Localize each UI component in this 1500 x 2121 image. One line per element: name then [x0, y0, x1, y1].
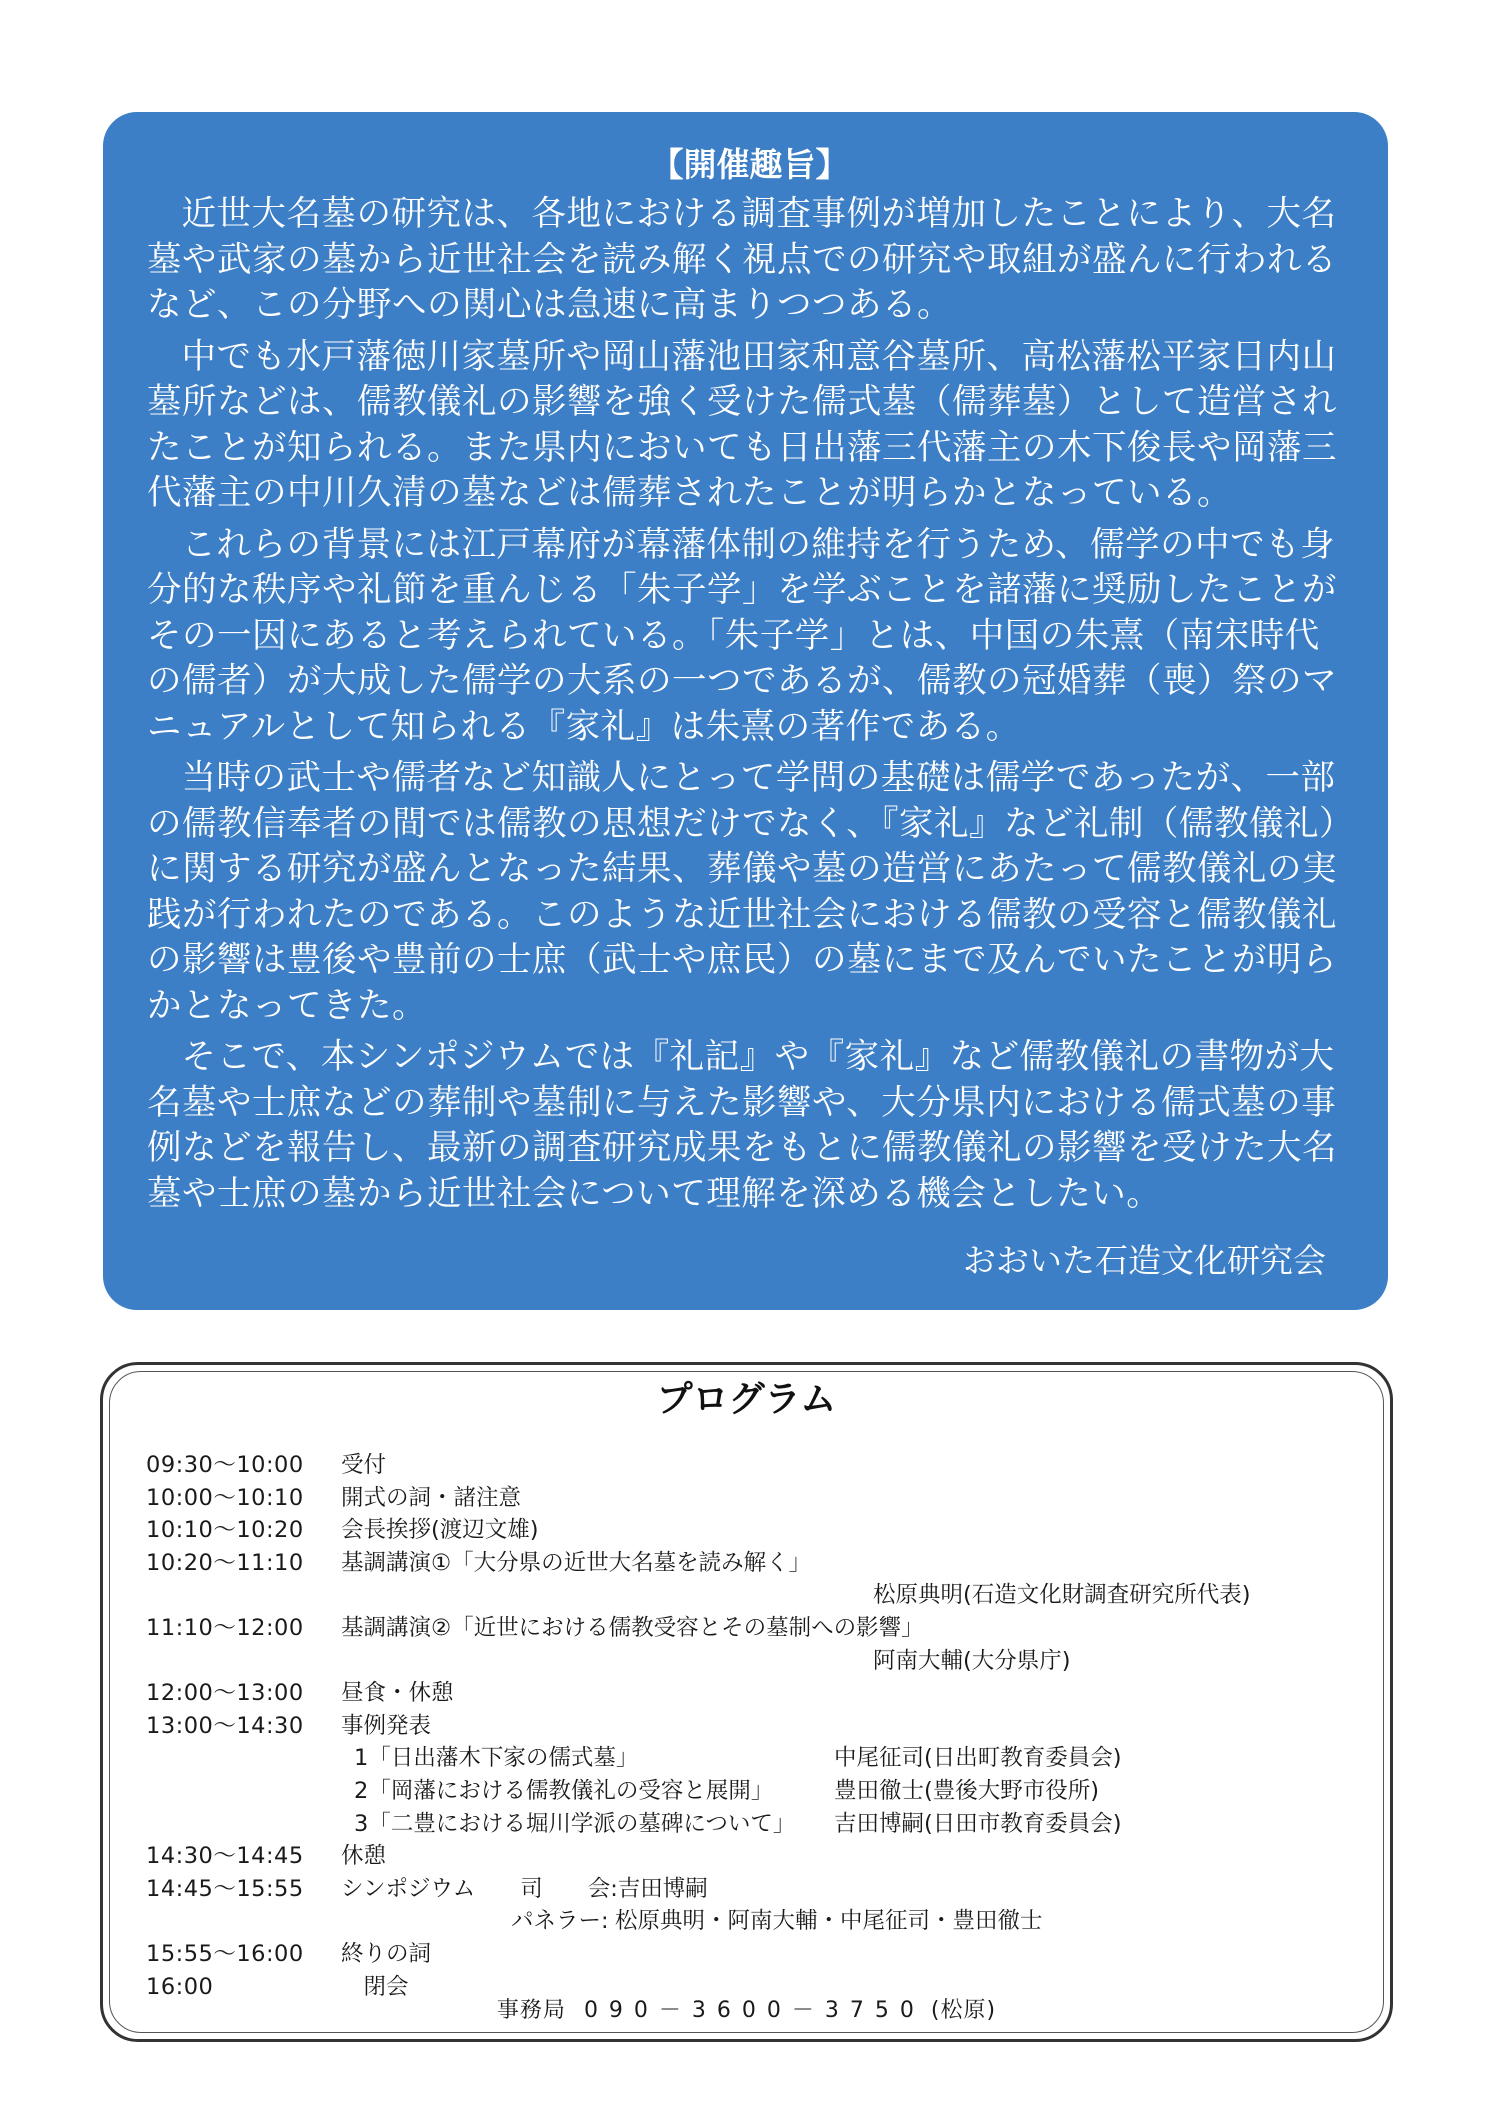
schedule-time: 11:10～12:00	[146, 1614, 304, 1641]
schedule-item: 事例発表	[341, 1712, 432, 1739]
schedule-row	[146, 1612, 1370, 1645]
schedule-time: 09:30～10:00	[146, 1452, 304, 1478]
schedule-time: 10:20～11:10	[146, 1549, 304, 1576]
office-label: 事務局	[496, 1998, 566, 2023]
schedule-item: 受付	[341, 1452, 387, 1478]
case-title: 2「岡藩における儒教儀礼の受容と展開」	[354, 1777, 774, 1804]
purpose-paragraph-1: 近世大名墓の研究は、各地における調査事例が増加したことにより、大名墓や武家の墓から近世社会を読み解く視点での研究や取組が盛んに行われるなど、この分野への関心は急速に高まりつつある。	[147, 194, 1337, 325]
schedule-item: 基調講演②「近世における儒教受容とその墓制への影響」	[341, 1614, 924, 1641]
schedule-item: 終りの詞	[341, 1940, 432, 1967]
schedule-time: 10:00～10:10	[146, 1484, 304, 1511]
case-title: 1「日出藩木下家の儒式墓」	[354, 1745, 639, 1772]
organizer-name: おおいた石造文化研究会	[963, 1241, 1326, 1280]
keynote-speaker-1: 松原典明(石造文化財調査研究所代表)	[873, 1582, 1251, 1609]
case-presenter: 中尾征司(日出町教育委員会)	[834, 1745, 1122, 1772]
schedule-time: 12:00～13:00	[146, 1680, 304, 1707]
case-title: 3「二豊における堀川学派の墓碑について」	[354, 1810, 796, 1837]
office-phone: 090－3600－3750	[583, 1998, 925, 2023]
schedule-row	[146, 1449, 1370, 1482]
schedule-row	[146, 1840, 1370, 1873]
schedule-item: 基調講演①「大分県の近世大名墓を読み解く」	[341, 1549, 812, 1576]
schedule-time: 14:45～15:55	[146, 1875, 304, 1902]
schedule-row	[146, 1710, 1370, 1743]
schedule-time: 10:10～10:20	[146, 1517, 304, 1544]
schedule-row	[146, 1938, 1370, 1971]
panelist-names: 松原典明・阿南大輔・中尾征司・豊田徹士	[615, 1908, 1043, 1935]
schedule-row	[146, 1547, 1370, 1580]
keynote-speaker-2: 阿南大輔(大分県庁)	[873, 1647, 1071, 1674]
schedule-item: 閉会	[341, 1973, 409, 2000]
schedule-time: 15:55～16:00	[146, 1940, 304, 1967]
schedule-time: 16:00	[146, 1973, 214, 2000]
case-presenter: 吉田博嗣(日田市教育委員会)	[834, 1810, 1122, 1837]
schedule-item: 休憩	[341, 1843, 387, 1870]
purpose-paragraph-4: 当時の武士や儒者など知識人にとって学問の基礎は儒学であったが、一部の儒教信奉者の間では儒教の思想だけでなく、『家礼』など礼制（儒教儀礼）に関する研究が盛んとなった結果、葬儀や墓の造営にあたって儒教儀礼の実践が行われたのである。このような近世社会における儒教の受容と儒教儀礼の影響は豊後や豊前の士庶（武士や庶民）の墓にまで及んでいたことが明らかとなってきた。	[147, 758, 1337, 1026]
schedule-time: 13:00～14:30	[146, 1712, 304, 1739]
purpose-section	[103, 112, 1388, 1310]
schedule-item: 昼食・休憩	[341, 1680, 454, 1707]
office-contact	[103, 1993, 1390, 2024]
purpose-paragraph-5: そこで、本シンポジウムでは『礼記』や『家礼』など儒教儀礼の書物が大名墓や士庶などの葬制や墓制に与えた影響や、大分県内における儒式墓の事例などを報告し、最新の調査研究成果をもとに儒教儀礼の影響を受けた大名墓や士庶の墓から近世社会について理解を深める機会としたい。	[147, 1037, 1337, 1214]
schedule-item: 開式の詞・諸注意	[341, 1484, 522, 1511]
case-presentation-row	[146, 1775, 1370, 1808]
case-presentation-row	[146, 1808, 1370, 1841]
office-contact-person: (松原)	[930, 1998, 997, 2023]
schedule-item: シンポジウム 司 会:吉田博嗣	[341, 1875, 708, 1902]
schedule-row	[146, 1971, 1370, 2004]
schedule-row	[146, 1677, 1370, 1710]
schedule-row	[146, 1514, 1370, 1547]
purpose-paragraph-2: 中でも水戸藩徳川家墓所や岡山藩池田家和意谷墓所、高松藩松平家日内山墓所などは、儒教儀礼の影響を強く受けた儒式墓（儒葬墓）として造営されたことが知られる。また県内においても日出藩三代藩主の木下俊長や岡藩三代藩主の中川久清の墓などは儒葬されたことが明らかとなっている。	[147, 336, 1337, 513]
purpose-title: 【開催趣旨】	[650, 145, 849, 184]
program-title: プログラム	[656, 1379, 837, 1420]
case-presenter: 豊田徹士(豊後大野市役所)	[834, 1777, 1100, 1804]
program-schedule	[146, 1449, 1370, 2003]
purpose-paragraph-3: これらの背景には江戸幕府が幕藩体制の維持を行うため、儒学の中でも身分的な秩序や礼節を重んじる「朱子学」を学ぶことを諸藩に奨励したことがその一因にあると考えられている。「朱子学」とは、中国の朱熹（南宋時代の儒者）が大成した儒学の大系の一つであるが、儒教の冠婚葬（喪）祭のマニュアルとして知られる『家礼』は朱熹の著作である。	[147, 524, 1337, 747]
panelist-label: パネラー:	[511, 1908, 609, 1935]
schedule-time: 14:30～14:45	[146, 1843, 304, 1870]
program-section	[100, 1362, 1393, 2042]
case-presentation-row	[146, 1742, 1370, 1775]
panelist-row	[146, 1905, 1370, 1938]
schedule-item: 会長挨拶(渡辺文雄)	[341, 1517, 539, 1544]
schedule-row	[146, 1873, 1370, 1906]
schedule-row	[146, 1482, 1370, 1515]
